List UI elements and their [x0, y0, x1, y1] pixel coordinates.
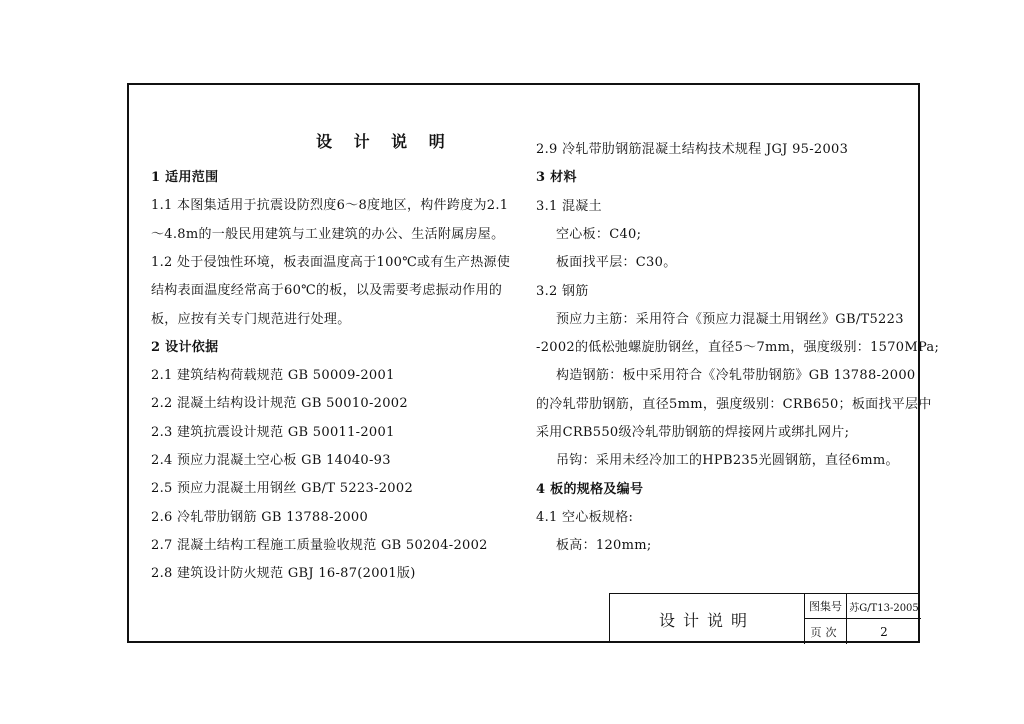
text-line: 4.1 空心板规格:: [536, 509, 634, 525]
text-line: ～4.8m的一般民用建筑与工业建筑的办公、生活附属房屋。: [151, 226, 505, 242]
title-block-name: 设计说明: [610, 594, 805, 644]
atlas-number-value: 苏G/T13-2005: [847, 594, 921, 619]
text-line: 预应力主筋：采用符合《预应力混凝土用钢丝》GB/T5223: [556, 311, 904, 327]
text-line: 2.3 建筑抗震设计规范 GB 50011-2001: [151, 424, 395, 440]
text-line: 2.2 混凝土结构设计规范 GB 50010-2002: [151, 396, 408, 412]
text-line: 结构表面温度经常高于60℃的板，以及需要考虑振动作用的: [151, 283, 503, 299]
text-line: 2.9 冷轧带肋钢筋混凝土结构技术规程 JGJ 95-2003: [536, 142, 849, 157]
text-line: 的冷轧带肋钢筋，直径5mm，强度级别：CRB650；板面找平层中: [536, 396, 932, 412]
page-number-value: 2: [880, 624, 888, 639]
section-heading: 2 设计依据: [151, 339, 219, 355]
atlas-number-label: 图集号: [805, 594, 847, 619]
text-line: 空心板：C40;: [556, 226, 642, 242]
text-line: 采用CRB550级冷轧带肋钢筋的焊接网片或绑扎网片;: [536, 425, 850, 440]
title-block: [609, 593, 920, 643]
text-line: 1.2 处于侵蚀性环境，板表面温度高于100℃或有生产热源使: [151, 254, 511, 270]
text-line: 2.1 建筑结构荷载规范 GB 50009-2001: [151, 368, 395, 384]
text-line: 3.2 钢筋: [536, 283, 589, 299]
text-line: 2.7 混凝土结构工程施工质量验收规范 GB 50204-2002: [151, 537, 488, 553]
text-line: 2.4 预应力混凝土空心板 GB 14040-93: [151, 453, 391, 468]
text-line: 板面找平层：C30。: [556, 255, 677, 271]
text-line: 吊钩：采用未经冷加工的HPB235光圆钢筋，直径6mm。: [556, 453, 899, 469]
section-heading: 4 板的规格及编号: [536, 481, 644, 497]
section-heading: 1 适用范围: [151, 170, 219, 185]
text-line: 2.5 预应力混凝土用钢丝 GB/T 5223-2002: [151, 481, 414, 497]
text-line: 板高：120mm;: [556, 538, 652, 554]
text-line: 构造钢筋：板中采用符合《冷轧带肋钢筋》GB 13788-2000: [556, 368, 916, 384]
drawing-sheet: [127, 83, 940, 643]
page-number-label: 页次: [805, 619, 847, 644]
text-line: 2.8 建筑设计防火规范 GBJ 16-87(2001版): [151, 566, 416, 582]
text-line: 板，应按有关专门规范进行处理。: [151, 311, 351, 327]
section-heading: 3 材料: [536, 170, 577, 186]
document-title: 设 计 说 明: [316, 132, 453, 151]
text-line: 1.1 本图集适用于抗震设防烈度6～8度地区，构件跨度为2.1: [151, 198, 509, 214]
text-line: 3.1 混凝土: [536, 198, 602, 214]
text-line: -2002的低松弛螺旋肋钢丝，直径5～7mm，强度级别：1570MPa;: [536, 340, 940, 356]
text-line: 2.6 冷轧带肋钢筋 GB 13788-2000: [151, 509, 369, 525]
